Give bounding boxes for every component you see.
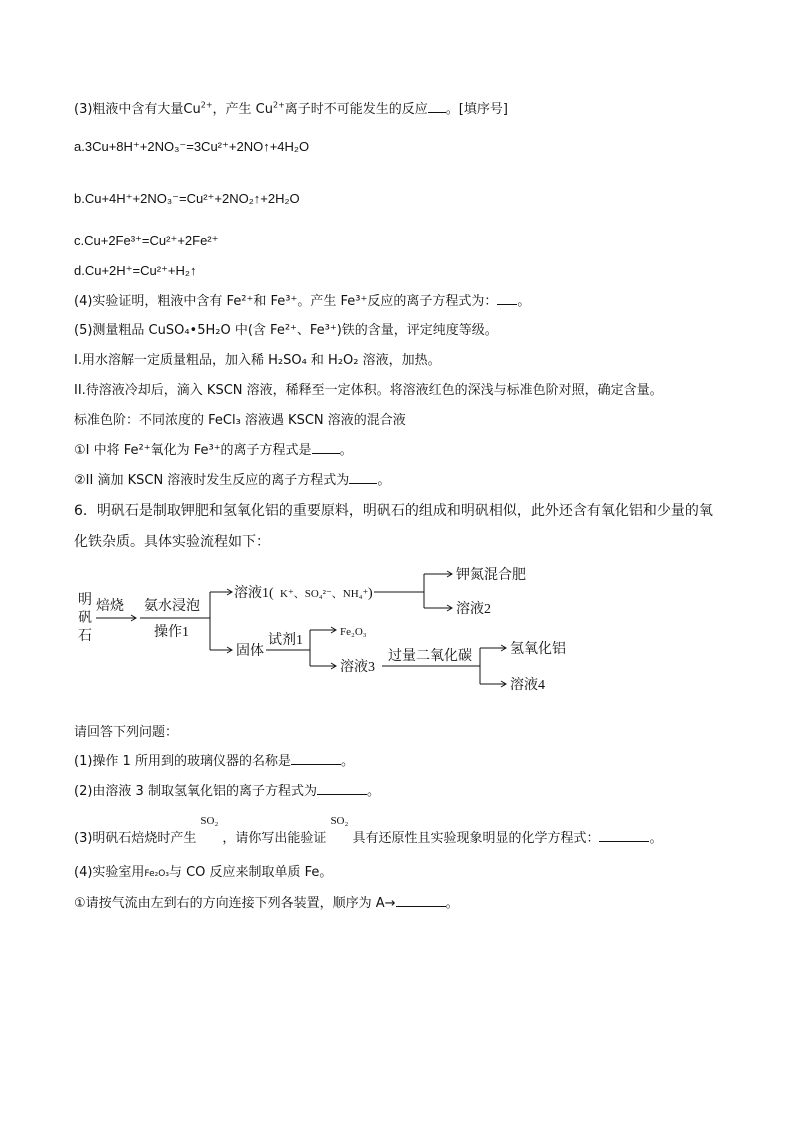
answer-blank[interactable]: [312, 441, 340, 454]
answer-blank[interactable]: [497, 292, 517, 305]
answer-blank[interactable]: [428, 100, 446, 113]
answer-intro: 请回答下列问题：: [74, 725, 179, 740]
answer-q4: (4)实验室用Fe₂O₃与 CO 反应来制取单质 Fe。: [74, 865, 333, 880]
flow-solution-1: 溶液1(: [234, 586, 274, 601]
flow-aluminum-hydroxide: 氢氧化铝: [510, 642, 566, 657]
flow-solution-3: 溶液3: [340, 660, 375, 675]
option-d: d.Cu+2H⁺=Cu²⁺+H₂↑: [74, 263, 197, 278]
q4-line: (4)实验证明，粗液中含有 Fe²⁺和 Fe³⁺。产生 Fe³⁺反应的离子方程式为： 。: [74, 294, 531, 309]
q6-line-1: 6．明矾石是制取钾肥和氢氧化铝的重要原料，明矾石的组成和明矾相似，此外还含有氧化铝和少量的氧: [74, 503, 713, 519]
flow-solid: 固体: [236, 644, 264, 659]
flow-start-1: 明: [78, 593, 92, 608]
flow-leach: 氨水浸泡: [144, 599, 200, 614]
answer-q4-sub: ①请按气流由左到右的方向连接下列各装置，顺序为 A→ 。: [74, 896, 459, 911]
flow-reagent: 试剂1: [268, 633, 303, 648]
answer-q1: (1)操作 1 所用到的玻璃仪器的名称是 。: [74, 754, 354, 769]
option-b: b.Cu+4H⁺+2NO₃⁻=Cu²⁺+2NO₂↑+2H₂O: [74, 191, 300, 206]
flow-op1: 操作1: [154, 625, 189, 640]
flow-solution-4: 溶液4: [510, 678, 545, 693]
flow-start-3: 石: [78, 629, 92, 644]
answer-blank[interactable]: [317, 782, 367, 795]
so2-formula: SO₂: [200, 815, 219, 827]
answer-blank[interactable]: [349, 471, 377, 484]
flow-roast: 焙烧: [96, 599, 124, 614]
flow-solution-2: 溶液2: [456, 602, 491, 617]
so2-formula: SO₂: [330, 815, 349, 827]
answer-blank[interactable]: [599, 829, 649, 842]
process-flowchart: [70, 560, 590, 700]
flow-ions: K⁺、SO₄²⁻、NH₄⁺: [280, 588, 369, 600]
option-c: c.Cu+2Fe³⁺=Cu²⁺+2Fe²⁺: [74, 233, 219, 248]
step-1: I.用水溶解一定质量粗品，加入稀 H₂SO₄ 和 H₂O₂ 溶液，加热。: [74, 353, 441, 368]
flow-start-2: 矾: [78, 611, 92, 626]
sub-question-2: ②II 滴加 KSCN 溶液时发生反应的离子方程式为 。: [74, 473, 391, 488]
flow-fertilizer: 钾氮混合肥: [456, 568, 526, 583]
sub-question-1: ①I 中将 Fe²⁺氧化为 Fe³⁺的离子方程式是 。: [74, 443, 353, 458]
flow-co2: 过量二氧化碳: [388, 649, 472, 664]
answer-blank[interactable]: [291, 752, 341, 765]
q3-text-a: (3)粗液中含有大量Cu: [74, 102, 201, 117]
q6-line-2: 化铁杂质。具体实验流程如下：: [74, 534, 270, 550]
answer-blank[interactable]: [396, 894, 446, 907]
q3-line: (3)粗液中含有大量$Cu^{2+}$，产生 $Cu^{2+}$离子时不可能发生的反应 。[填序号]: [74, 100, 508, 117]
standard-scale: 标准色阶：不同浓度的 FeCl₃ 溶液遇 KSCN 溶液的混合液: [74, 413, 406, 428]
answer-q3: (3)明矾石焙烧时产生 SO₂ ，请你写出能验证 SO₂ 具有还原性且实验现象明显的化学方程式： 。: [74, 815, 663, 846]
q5-line: (5)测量粗品 CuSO₄•5H₂O 中(含 Fe²⁺、Fe³⁺)铁的含量，评定纯度等级。: [74, 323, 498, 338]
flow-ions-close: ): [368, 586, 373, 601]
flow-fe2o3: Fe₂O₃: [340, 626, 367, 638]
q3-text-b: ，产生 Cu: [212, 102, 273, 117]
q3-text-c: 离子时不可能发生的反应: [284, 102, 428, 117]
answer-q2: (2)由溶液 3 制取氢氧化铝的离子方程式为 。: [74, 784, 380, 799]
option-a: a.3Cu+8H⁺+2NO₃⁻=3Cu²⁺+2NO↑+4H₂O: [74, 139, 310, 154]
fe2o3-formula: Fe₂O₃: [144, 869, 169, 879]
step-2: II.待溶液冷却后，滴入 KSCN 溶液，稀释至一定体积。将溶液红色的深浅与标准色阶对照，确定含量。: [74, 383, 663, 398]
